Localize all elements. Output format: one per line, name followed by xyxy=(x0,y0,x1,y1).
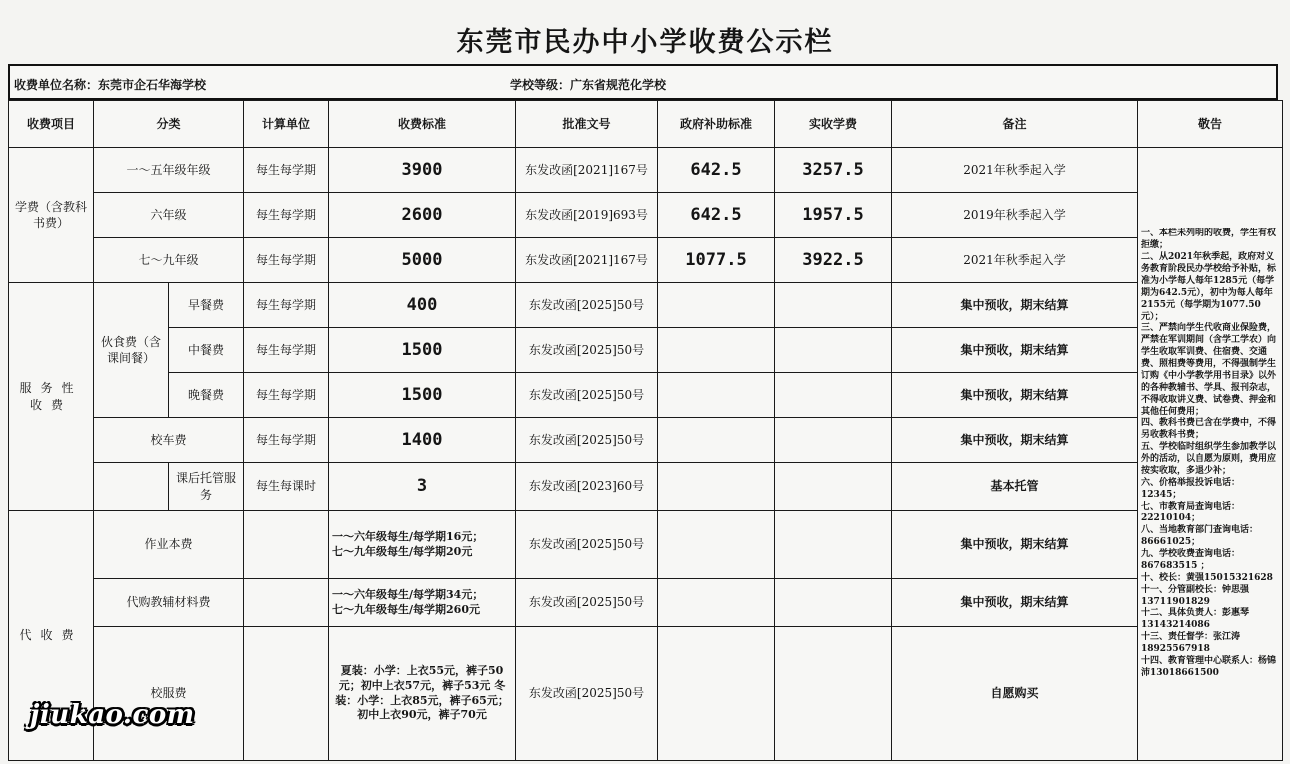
care-unit: 每生每课时 xyxy=(244,463,329,511)
table-row xyxy=(9,283,1283,328)
agency-std-2: 一～六年级每生/每学期34元； 七～九年级每生/每学期260元 xyxy=(329,579,516,627)
fee-unit-name: 收费单位名称：东莞市企石华海学校 xyxy=(14,78,207,92)
tuition-actual-3: 3922.5 xyxy=(775,238,892,283)
agency-subsidy-3 xyxy=(658,627,775,761)
meal-std-1: 400 xyxy=(329,283,516,328)
tuition-std-1: 3900 xyxy=(329,148,516,193)
agency-label: 代收费 xyxy=(9,511,94,761)
agency-note-2: 集中预收，期末结算 xyxy=(892,579,1138,627)
agency-unit-2 xyxy=(244,579,329,627)
header-actual: 实收学费 xyxy=(775,101,892,148)
table-row xyxy=(9,238,1283,283)
tuition-cat-3: 七～九年级 xyxy=(94,238,244,283)
meal-actual-2 xyxy=(775,328,892,373)
bus-actual xyxy=(775,418,892,463)
table-row xyxy=(9,418,1283,463)
agency-note-1: 集中预收，期末结算 xyxy=(892,511,1138,579)
care-empty xyxy=(94,463,169,511)
tuition-actual-1: 3257.5 xyxy=(775,148,892,193)
care-cat: 课后托管服务 xyxy=(169,463,244,511)
meal-note-3: 集中预收，期末结算 xyxy=(892,373,1138,418)
bus-doc: 东发改函[2025]50号 xyxy=(516,418,658,463)
meal-cat-3: 晚餐费 xyxy=(169,373,244,418)
table-row xyxy=(9,373,1283,418)
table-row xyxy=(9,193,1283,238)
header-category: 分类 xyxy=(94,101,244,148)
meal-note-2: 集中预收，期末结算 xyxy=(892,328,1138,373)
care-doc: 东发改函[2023]60号 xyxy=(516,463,658,511)
header-notice: 敬告 xyxy=(1138,101,1283,148)
table-row xyxy=(9,579,1283,627)
info-bar xyxy=(8,64,1278,100)
tuition-cat-1: 一～五年级年级 xyxy=(94,148,244,193)
header-doc: 批准文号 xyxy=(516,101,658,148)
agency-actual-3 xyxy=(775,627,892,761)
notice-cell xyxy=(1138,148,1283,761)
watermark: jiukao.com xyxy=(30,700,195,730)
agency-subsidy-2 xyxy=(658,579,775,627)
tuition-doc-3: 东发改函[2021]167号 xyxy=(516,238,658,283)
meal-subsidy-3 xyxy=(658,373,775,418)
table-row xyxy=(9,463,1283,511)
agency-unit-3 xyxy=(244,627,329,761)
tuition-doc-2: 东发改函[2019]693号 xyxy=(516,193,658,238)
agency-cat-3: 校服费 xyxy=(94,627,244,761)
header-item: 收费项目 xyxy=(9,101,94,148)
agency-std-3: 夏装：小学：上衣55元，裤子50元；初中上衣57元，裤子53元 冬装：小学：上衣85元，裤子65元；初中上衣90元，裤子70元 xyxy=(329,627,516,761)
tuition-label: 学费（含教科书费） xyxy=(9,148,94,283)
care-std: 3 xyxy=(329,463,516,511)
care-subsidy xyxy=(658,463,775,511)
agency-subsidy-1 xyxy=(658,511,775,579)
meal-cat-2: 中餐费 xyxy=(169,328,244,373)
agency-note-3: 自愿购买 xyxy=(892,627,1138,761)
care-note: 基本托管 xyxy=(892,463,1138,511)
table-row xyxy=(9,511,1283,579)
tuition-note-2: 2019年秋季起入学 xyxy=(892,193,1138,238)
header-unit: 计算单位 xyxy=(244,101,329,148)
header-standard: 收费标准 xyxy=(329,101,516,148)
agency-std-1: 一～六年级每生/每学期16元； 七～九年级每生/每学期20元 xyxy=(329,511,516,579)
table-row xyxy=(9,627,1283,761)
bus-unit: 每生每学期 xyxy=(244,418,329,463)
table-row xyxy=(9,148,1283,193)
agency-doc-1: 东发改函[2025]50号 xyxy=(516,511,658,579)
meal-cat-1: 早餐费 xyxy=(169,283,244,328)
agency-cat-1: 作业本费 xyxy=(94,511,244,579)
page-title: 东莞市民办中小学收费公示栏 xyxy=(456,27,834,58)
tuition-doc-1: 东发改函[2021]167号 xyxy=(516,148,658,193)
agency-actual-2 xyxy=(775,579,892,627)
header-subsidy: 政府补助标准 xyxy=(658,101,775,148)
agency-doc-3: 东发改函[2025]50号 xyxy=(516,627,658,761)
meal-std-3: 1500 xyxy=(329,373,516,418)
tuition-std-3: 5000 xyxy=(329,238,516,283)
tuition-std-2: 2600 xyxy=(329,193,516,238)
meal-subsidy-1 xyxy=(658,283,775,328)
tuition-cat-2: 六年级 xyxy=(94,193,244,238)
meal-doc-1: 东发改函[2025]50号 xyxy=(516,283,658,328)
tuition-subsidy-3: 1077.5 xyxy=(658,238,775,283)
service-label: 服务性收费 xyxy=(9,283,94,511)
tuition-note-1: 2021年秋季起入学 xyxy=(892,148,1138,193)
meal-unit-2: 每生每学期 xyxy=(244,328,329,373)
meal-actual-3 xyxy=(775,373,892,418)
agency-doc-2: 东发改函[2025]50号 xyxy=(516,579,658,627)
agency-unit-1 xyxy=(244,511,329,579)
header-row xyxy=(9,101,1283,148)
meal-label: 伙食费（含课间餐） xyxy=(94,283,169,418)
meal-doc-2: 东发改函[2025]50号 xyxy=(516,328,658,373)
header-note: 备注 xyxy=(892,101,1138,148)
tuition-note-3: 2021年秋季起入学 xyxy=(892,238,1138,283)
bus-cat: 校车费 xyxy=(94,418,244,463)
meal-doc-3: 东发改函[2025]50号 xyxy=(516,373,658,418)
agency-actual-1 xyxy=(775,511,892,579)
table-row xyxy=(9,328,1283,373)
tuition-unit-3: 每生每学期 xyxy=(244,238,329,283)
fee-table xyxy=(8,100,1283,761)
agency-cat-2: 代购教辅材料费 xyxy=(94,579,244,627)
bus-subsidy xyxy=(658,418,775,463)
school-grade: 学校等级：广东省规范化学校 xyxy=(510,78,667,92)
tuition-subsidy-2: 642.5 xyxy=(658,193,775,238)
meal-note-1: 集中预收，期末结算 xyxy=(892,283,1138,328)
bus-std: 1400 xyxy=(329,418,516,463)
tuition-unit-2: 每生每学期 xyxy=(244,193,329,238)
tuition-actual-2: 1957.5 xyxy=(775,193,892,238)
tuition-unit-1: 每生每学期 xyxy=(244,148,329,193)
meal-std-2: 1500 xyxy=(329,328,516,373)
meal-subsidy-2 xyxy=(658,328,775,373)
tuition-subsidy-1: 642.5 xyxy=(658,148,775,193)
meal-unit-1: 每生每学期 xyxy=(244,283,329,328)
meal-unit-3: 每生每学期 xyxy=(244,373,329,418)
bus-note: 集中预收，期末结算 xyxy=(892,418,1138,463)
care-actual xyxy=(775,463,892,511)
notice-text: 一、本栏未列明的收费，学生有权拒缴； 二、从2021年秋季起，政府对义务教育阶段民办学校给予补贴，标准为小学每人每年1285元（每学期为642.5元），初中为每人每年2155元（每学期为1077.50元）； 三、严禁向学生代收商业保险费，严禁在军训期间（含学工学农）向学生收取军训费、住宿费、交通费、照相费等费用，不得强制学生订购《中小学教学用书目录》以外的各种教辅书、学具、报刊杂志，不得收取讲义费、试卷费、押金和其他任何费用； 四、教科书费已含在学费中，不得另收教科书费； 五、学校临时组织学生参加教学以外的活动，以自愿为原则，费用应按实收取，多退少补； 六、价格举报投诉电话：12345； 七、市教育局查询电话：22210104； 八、当地教育部门查询电话：86661025； 九、学校收费查询电话：867683515 ； 十、校长：黄强15015321628 十一、分管副校长：钟思强13711901829 十二、具体负责人：彭惠琴13143214086 十三、责任督学：张江涛18925567918 十四、教育管理中心联系人：杨锦沛13018661500 xyxy=(1141,228,1277,678)
meal-actual-1 xyxy=(775,283,892,328)
